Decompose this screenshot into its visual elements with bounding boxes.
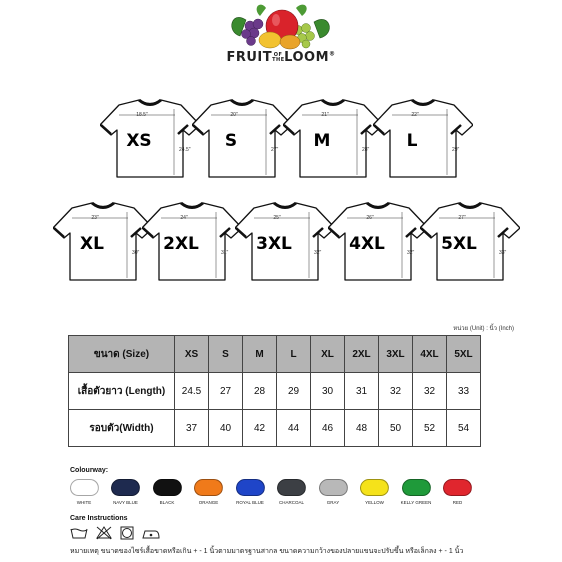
registered-mark: ®	[329, 50, 336, 58]
colour-swatch	[229, 479, 271, 505]
header-label: ขนาด (Size)	[69, 336, 175, 373]
colour-swatch	[105, 479, 147, 505]
colour-swatch	[437, 479, 479, 505]
shirt-length-label: 32"	[314, 250, 322, 256]
shirt-size-label: 3XL	[256, 234, 292, 254]
shirt-width-label: 23"	[91, 215, 99, 221]
colour-chip	[442, 479, 473, 496]
shirt-width-label: 20"	[230, 112, 238, 118]
shirt-size-label: 4XL	[349, 234, 385, 254]
colour-chip	[400, 479, 431, 496]
tshirt-diagram	[328, 198, 428, 290]
table-cell: 37	[175, 410, 209, 447]
shirt-width-label: 21"	[321, 112, 329, 118]
table-cell: 40	[209, 410, 243, 447]
table-cell: 32	[379, 373, 413, 410]
header-size: 3XL	[379, 336, 413, 373]
brand-name-right: LOOM	[284, 50, 329, 65]
row-label: เสื้อตัวยาว (Length)	[69, 373, 175, 410]
tshirt-diagram	[420, 198, 520, 290]
colour-chip	[151, 479, 182, 496]
header-size: L	[277, 336, 311, 373]
colour-name: YELLOW	[365, 500, 384, 505]
shirt-length-label: 30"	[132, 250, 140, 256]
colour-chip	[68, 479, 99, 496]
colour-name: ORANGE	[198, 500, 219, 505]
brand-name-the: THE	[272, 56, 285, 63]
tshirt-diagram	[142, 198, 242, 290]
table-cell: 29	[277, 373, 311, 410]
colour-swatch	[271, 479, 313, 505]
care-icons	[70, 526, 170, 540]
colour-chip	[317, 479, 348, 496]
colour-chip	[193, 479, 224, 496]
care-title: Care Instructions	[70, 515, 128, 522]
shirt-size-label: L	[406, 131, 418, 151]
colour-name: GRAY	[326, 500, 340, 505]
table-cell: 33	[447, 373, 481, 410]
colour-name: KELLY GREEN	[400, 500, 432, 505]
table-cell: 48	[345, 410, 379, 447]
table-cell: 24.5	[175, 373, 209, 410]
table-row-length	[69, 373, 481, 410]
colour-swatch	[63, 479, 105, 505]
header-size: M	[243, 336, 277, 373]
colour-chip	[276, 479, 307, 496]
colour-swatch	[188, 479, 230, 505]
size-chart-table	[68, 335, 481, 447]
row-label: รอบตัว(Width)	[69, 410, 175, 447]
table-row-width	[69, 410, 481, 447]
table-cell: 32	[413, 373, 447, 410]
table-cell: 30	[311, 373, 345, 410]
shirt-width-label: 22"	[411, 112, 419, 118]
tshirt-diagram	[373, 95, 473, 187]
iron-low-icon	[143, 531, 159, 538]
colour-chip	[234, 479, 265, 496]
tshirt-diagram	[192, 95, 292, 187]
header-size: S	[209, 336, 243, 373]
header-size: XS	[175, 336, 209, 373]
brand-wordmark	[0, 50, 562, 65]
shirt-width-label: 24"	[180, 215, 188, 221]
header-size: 2XL	[345, 336, 379, 373]
shirt-length-label: 29"	[452, 147, 460, 153]
colour-chip	[110, 479, 141, 496]
shirt-size-label: 5XL	[441, 234, 477, 254]
shirt-length-label: 24.5"	[179, 147, 191, 153]
table-cell: 46	[311, 410, 345, 447]
colour-swatch	[354, 479, 396, 505]
shirt-length-label: 33"	[499, 250, 507, 256]
shirt-length-label: 27"	[271, 147, 279, 153]
shirt-width-label: 27"	[458, 215, 466, 221]
colour-name: NAVY BLUE	[113, 500, 138, 505]
tumble-dry-icon	[121, 527, 133, 539]
table-cell: 44	[277, 410, 311, 447]
colour-name: BLACK	[159, 500, 175, 505]
table-cell: 50	[379, 410, 413, 447]
table-cell: 52	[413, 410, 447, 447]
shirt-length-label: 28"	[362, 147, 370, 153]
header-size: 4XL	[413, 336, 447, 373]
colourway-title: Colourway:	[70, 467, 109, 474]
colour-name: RED	[452, 500, 463, 505]
no-bleach-icon	[97, 527, 111, 539]
shirt-size-label: 2XL	[163, 234, 199, 254]
colour-name: CHARCOAL	[278, 500, 304, 505]
table-cell: 54	[447, 410, 481, 447]
shirt-width-label: 26"	[366, 215, 374, 221]
table-cell: 31	[345, 373, 379, 410]
unit-note: หน่วย (Unit) : นิ้ว (Inch)	[453, 326, 514, 332]
header-size: XL	[311, 336, 345, 373]
colour-name: ROYAL BLUE	[236, 500, 264, 505]
tshirt-diagram	[283, 95, 383, 187]
table-cell: 42	[243, 410, 277, 447]
colour-chip	[359, 479, 390, 496]
colour-swatch	[395, 479, 437, 505]
shirt-width-label: 25"	[273, 215, 281, 221]
table-cell: 28	[243, 373, 277, 410]
colour-swatch	[146, 479, 188, 505]
brand-name-of: OF	[273, 51, 283, 58]
shirt-size-label: S	[224, 131, 238, 151]
tshirt-diagram	[53, 198, 153, 290]
colour-swatch	[312, 479, 354, 505]
shirt-size-label: XL	[80, 234, 104, 254]
table-header-row	[69, 336, 481, 373]
header-size: 5XL	[447, 336, 481, 373]
shirt-width-label: 18.5"	[136, 112, 148, 118]
tshirt-diagram	[235, 198, 335, 290]
table-cell: 27	[209, 373, 243, 410]
colour-name: WHITE	[76, 500, 92, 505]
tshirt-diagram	[100, 95, 200, 187]
shirt-size-label: XS	[126, 131, 152, 151]
shirt-length-label: 32"	[407, 250, 415, 256]
size-tolerance-note: หมายเหตุ ขนาดของไซร์เสื้อขาดหรือเกิน + - 1 นิ้วตามมาตรฐานสากล ขนาดความกว้างของปลายแขนจะปรับขึ้น หรือเล็กลง + - 1 นิ้ว	[70, 548, 464, 555]
wash-30-icon	[71, 529, 87, 538]
shirt-length-label: 31"	[221, 250, 229, 256]
shirt-size-label: M	[313, 131, 331, 151]
brand-name-left: FRUIT	[226, 50, 273, 65]
